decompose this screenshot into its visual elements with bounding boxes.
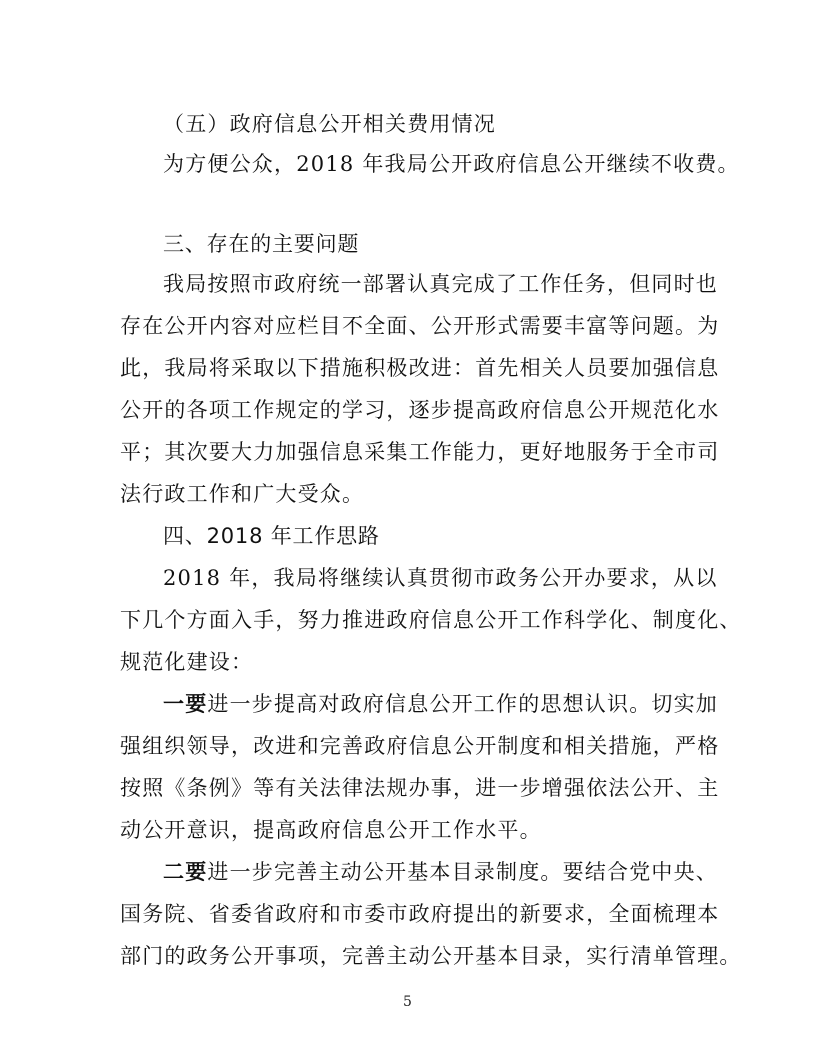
item-two-label: 二要 bbox=[163, 859, 208, 884]
paragraph-plan-line-2: 下几个方面入手，努力推进政府信息公开工作科学化、制度化、 bbox=[120, 608, 742, 632]
item-two-line-3: 部门的政务公开事项，完善主动公开基本目录，实行清单管理。 bbox=[120, 944, 742, 968]
item-one-line-4: 动公开意识，提高政府信息公开工作水平。 bbox=[120, 818, 542, 842]
section-heading-problems: 三、存在的主要问题 bbox=[163, 232, 360, 256]
paragraph-problems-line-4: 公开的各项工作规定的学习，逐步提高政府信息公开规范化水 bbox=[120, 398, 720, 422]
subsection-heading-fees: （五）政府信息公开相关费用情况 bbox=[163, 112, 496, 136]
paragraph-plan-line-1: 2018 年，我局将继续认真贯彻市政务公开办要求，从以 bbox=[163, 566, 718, 590]
item-one-label: 一要 bbox=[163, 691, 208, 716]
item-one-text: 进一步提高对政府信息公开工作的思想认识。切实加 bbox=[207, 692, 719, 716]
item-two-line-1 bbox=[163, 858, 718, 886]
item-one-line-2: 强组织领导，改进和完善政府信息公开制度和相关措施，严格 bbox=[120, 734, 720, 758]
paragraph-fees: 为方便公众，2018 年我局公开政府信息公开继续不收费。 bbox=[163, 152, 740, 176]
paragraph-problems-line-1: 我局按照市政府统一部署认真完成了工作任务，但同时也 bbox=[163, 272, 718, 296]
paragraph-problems-line-5: 平；其次要大力加强信息采集工作能力，更好地服务于全市司 bbox=[120, 440, 720, 464]
paragraph-plan-line-3: 规范化建设： bbox=[120, 650, 254, 674]
section-heading-2018-plan: 四、2018 年工作思路 bbox=[163, 524, 380, 548]
item-one-line-3: 按照《条例》等有关法律法规办事，进一步增强依法公开、主 bbox=[120, 776, 720, 800]
item-one-line-1 bbox=[163, 690, 718, 718]
page-number: 5 bbox=[403, 994, 412, 1010]
paragraph-problems-line-2: 存在公开内容对应栏目不全面、公开形式需要丰富等问题。为 bbox=[120, 314, 720, 338]
item-two-line-2: 国务院、省委省政府和市委市政府提出的新要求，全面梳理本 bbox=[120, 902, 720, 926]
paragraph-problems-line-3: 此，我局将采取以下措施积极改进：首先相关人员要加强信息 bbox=[120, 356, 720, 380]
item-two-text: 进一步完善主动公开基本目录制度。要结合党中央、 bbox=[207, 860, 719, 884]
paragraph-problems-line-6: 法行政工作和广大受众。 bbox=[120, 482, 365, 506]
